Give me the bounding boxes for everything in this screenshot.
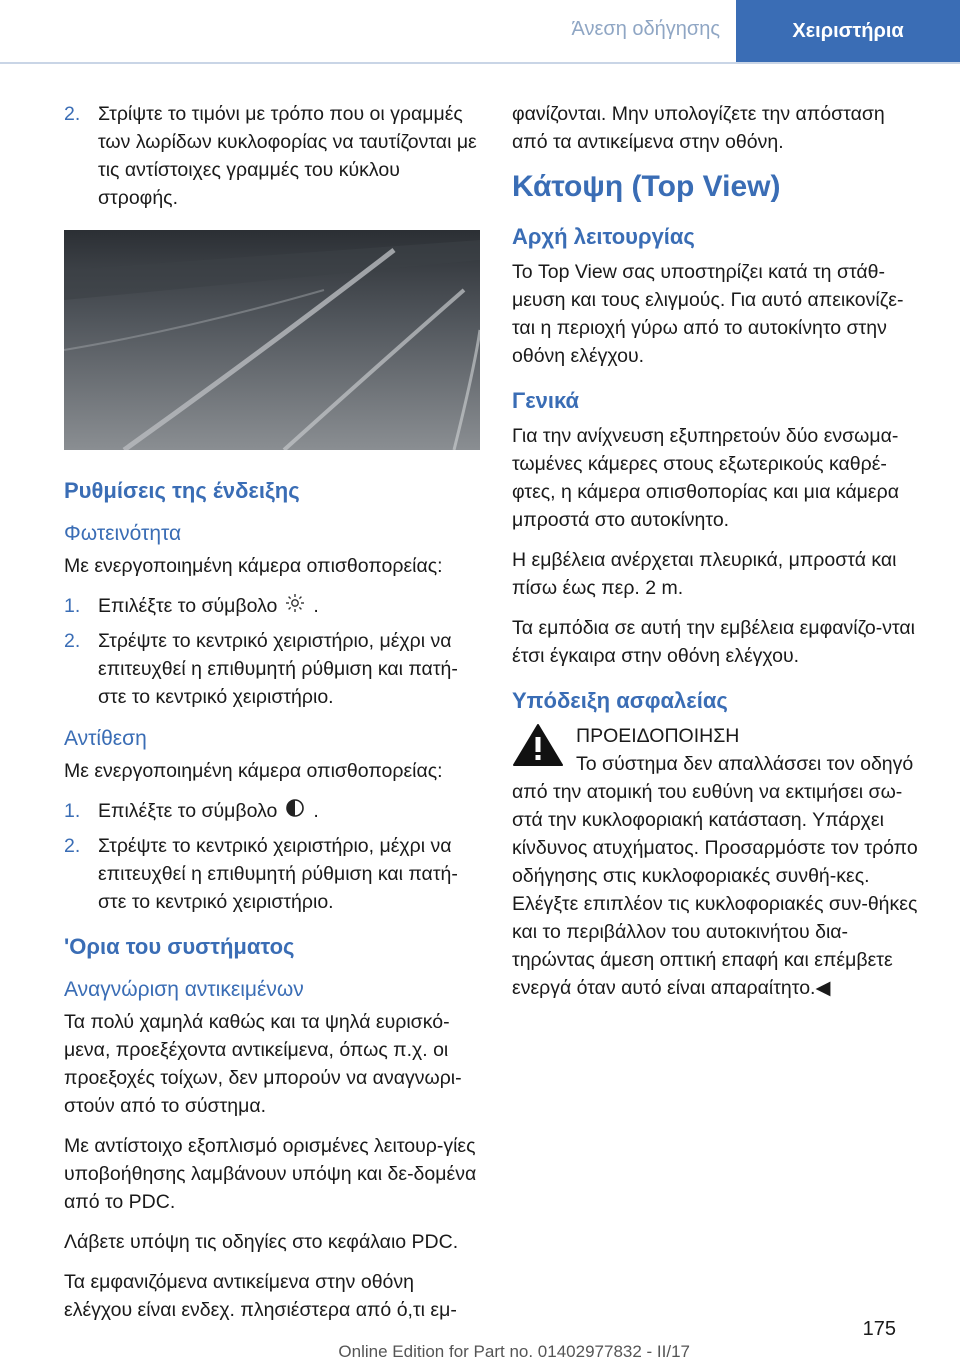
right-column [512,100,924,1002]
warning-first-line: Το σύστημα δεν απαλλάσσει τον οδηγό [576,753,914,775]
heading-brightness: Φωτεινότητα [64,522,182,545]
paragraph: Λάβετε υπόψη τις οδηγίες στο κεφάλαιο PDC. [64,1230,459,1253]
warning-title: ΠΡΟΕΙΔΟΠΟΙΗΣΗ [576,725,740,747]
list-number: 2. [64,629,81,652]
header-section: Άνεση οδήγησης [571,18,720,40]
heading-principle: Αρχή λειτουργίας [512,224,695,249]
paragraph: φανίζονται. Μην υπολογίζετε την απόσταση από τα αντικείμενα στην οθόνη. [512,103,885,153]
heading-safety-note: Υπόδειξη ασφαλείας [512,688,728,713]
header-rule [0,62,960,64]
list-number: 2. [64,834,81,857]
paragraph: Η εμβέλεια ανέρχεται πλευρικά, μπροστά και πίσω έως περ. 2 m. [512,549,897,599]
left-column [64,100,480,1336]
heading-top-view: Κάτοψη (Top View) [512,170,781,203]
sun-icon [285,593,305,621]
camera-view-photo [64,230,480,450]
list-item: 1. Επιλέξτε το σύμβολο . [64,797,480,826]
paragraph: Για την ανίχνευση εξυπηρετούν δύο ενσωμα-τωμένες κάμερες στους εξωτερικούς καθρέ-φτες, η κάμερα οπισθοπορίας και μια κάμερα μπροστά στο αυτοκίνητο. [512,425,899,531]
page-header [0,0,960,62]
brightness-intro: Με ενεργοποιημένη κάμερα οπισθοπορείας: [64,555,443,577]
list-text: Στρίψτε το τιμόνι με τρόπο που οι γραμμές των λωρίδων κυκλοφορίας να ταυτίζονται με τις αντίστοιχες γραμμές του κύκλου στροφής. [98,103,477,209]
page-number: 175 [862,1318,896,1340]
paragraph: Με αντίστοιχο εξοπλισμό ορισμένες λειτουρ-γίες υποβοήθησης λαμβάνουν υπόψη και δε-δομένα από το PDC. [64,1134,477,1213]
heading-display-settings: Ρυθμίσεις της ένδειξης [64,478,300,503]
list-number: 2. [64,103,81,125]
warning-box [512,722,924,778]
list-item: 1. Επιλέξτε το σύμβολο . [64,592,480,621]
list-number: 1. [64,799,81,822]
paragraph: Τα εμπόδια σε αυτή την εμβέλεια εμφανίζο-νται έτσι έγκαιρα στην οθόνη ελέγχου. [512,617,915,667]
footer-edition: Online Edition for Part no. 01402977832 - II/17 [338,1342,690,1361]
warning-triangle-icon [512,722,576,778]
warning-body: από την ατομική του ευθύνη να εκτιμήσει σω-στά την κυκλοφοριακή κατάσταση. Υπάρχει κίνδυνος ατυχήματος. Προσαρμόστε τον τρόπο οδήγησης στις κυκλοφοριακές συνθή-κες. Ελέγξτε επιπλέον τις κυκλοφοριακές συν-θήκες και το περιβάλλον του αυτοκινήτου δια-τηρώντας άμεση οπτική επαφή και επέμβετε ενεργά όταν αυτό είναι απαραίτητο.◀ [512,781,918,999]
heading-general: Γενικά [512,388,580,413]
paragraph: Το Top View σας υποστηρίζει κατά τη στάθ-μευση και τους ελιγμούς. Για αυτό απεικονίζε-ται η περιοχή γύρω από το αυτοκίνητο στην οθόνη ελέγχου. [512,261,904,367]
list-item [64,627,480,711]
list-item [64,832,480,916]
list-text: Στρέψτε το κεντρικό χειριστήριο, μέχρι να επιτευχθεί η επιθυμητή ρύθμιση και πατή-στε το κεντρικό χειριστήριο. [98,629,458,708]
list-item [64,100,480,212]
paragraph: Τα πολύ χαμηλά καθώς και τα ψηλά ευρισκό-μενα, προεξέχοντα αντικείμενα, όπως π.χ. οι προεξοχές τοίχων, δεν μπορούν να αναγνωρι-στούν από το σύστημα. [64,1010,462,1117]
contrast-icon [285,798,305,826]
list-text: Επιλέξτε το σύμβολο [98,799,278,822]
camera-view-illustration [64,230,480,450]
contrast-intro: Με ενεργοποιημένη κάμερα οπισθοπορείας: [64,759,443,782]
list-text: Επιλέξτε το σύμβολο [98,595,278,617]
heading-contrast: Αντίθεση [64,726,147,750]
header-chapter-tab: Χειριστήρια [736,0,960,62]
list-number: 1. [64,595,81,617]
heading-object-detection: Αναγνώριση αντικειμένων [64,977,304,1001]
list-text: Στρέψτε το κεντρικό χειριστήριο, μέχρι να επιτευχθεί η επιθυμητή ρύθμιση και πατή-στε το κεντρικό χειριστήριο. [98,834,458,913]
paragraph: Τα εμφανιζόμενα αντικείμενα στην οθόνη ελέγχου είναι ενδεχ. πλησιέστερα από ό,τι εμ- [64,1270,457,1321]
heading-system-limits: 'Ορια του συστήματος [64,933,295,959]
